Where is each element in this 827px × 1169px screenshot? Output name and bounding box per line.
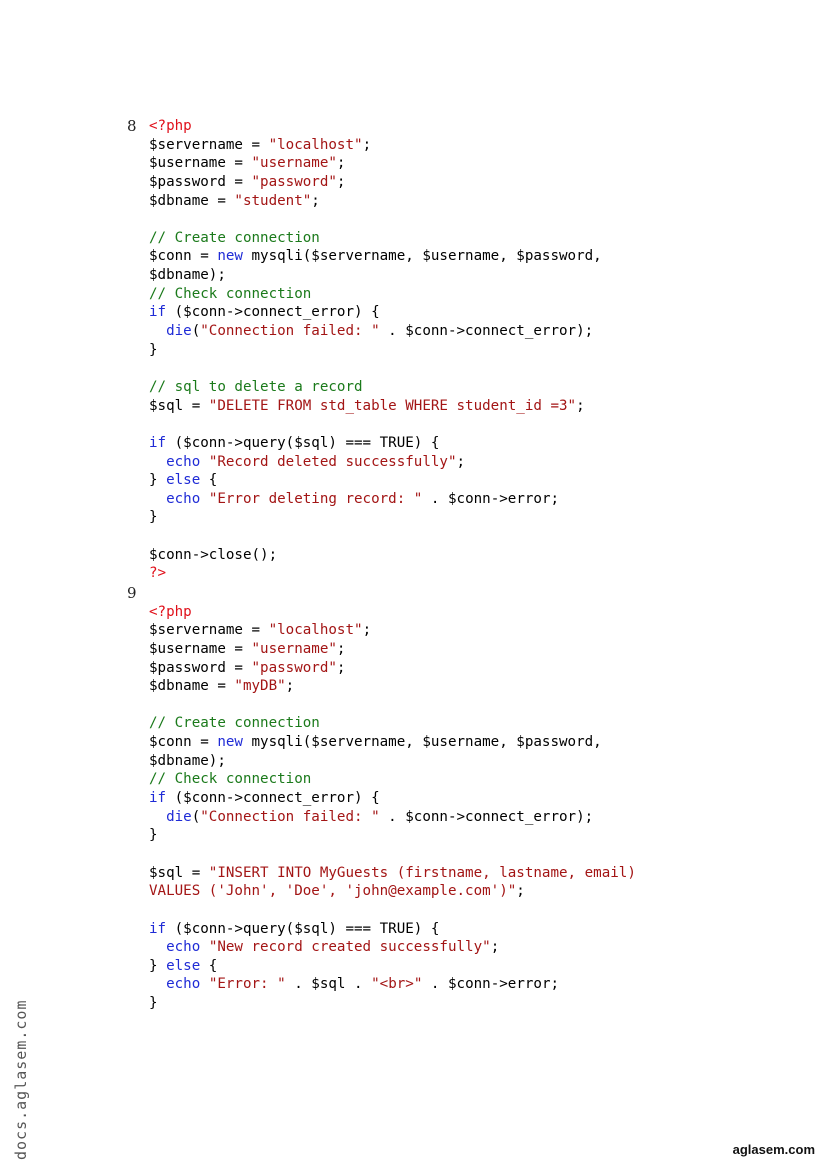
code-token: ; bbox=[516, 883, 525, 900]
code-token bbox=[149, 939, 166, 955]
code-token: else bbox=[166, 957, 201, 974]
code-token: . $conn->error; bbox=[422, 976, 560, 993]
code-line bbox=[149, 453, 602, 472]
code-line bbox=[149, 136, 602, 155]
code-token: ; bbox=[456, 453, 466, 470]
code-token bbox=[200, 976, 209, 992]
code-token: $password = bbox=[149, 173, 252, 190]
code-token: } bbox=[149, 341, 158, 358]
code-token bbox=[149, 491, 166, 507]
code-token: "localhost" bbox=[268, 622, 363, 639]
code-token: ; bbox=[336, 173, 346, 190]
code-token: "DELETE FROM std_table WHERE student_id =3" bbox=[208, 397, 577, 414]
code-token: ($conn->query($sql) === TRUE) { bbox=[166, 920, 440, 937]
code-line bbox=[149, 752, 636, 771]
code-token: } bbox=[149, 472, 167, 489]
code-token: echo bbox=[166, 453, 201, 470]
code-line bbox=[149, 471, 602, 490]
code-token: // Create connection bbox=[149, 229, 320, 246]
code-token: "username" bbox=[251, 640, 337, 657]
code-token: echo bbox=[166, 939, 201, 956]
code-token: "INSERT INTO MyGuests (firstname, lastname, email) bbox=[208, 864, 636, 881]
code-token: "Record deleted successfully" bbox=[208, 453, 457, 470]
code-line bbox=[149, 117, 602, 136]
code-token: new bbox=[217, 734, 243, 751]
code-token: ( bbox=[191, 808, 201, 825]
code-token: $username = bbox=[149, 155, 252, 172]
code-line bbox=[149, 229, 602, 248]
code-line bbox=[149, 322, 602, 341]
code-token: ; bbox=[576, 397, 585, 414]
code-token: $dbname = bbox=[149, 678, 235, 695]
code-token: ; bbox=[285, 678, 295, 695]
code-token: echo bbox=[166, 490, 201, 507]
code-line bbox=[149, 957, 636, 976]
code-token: if bbox=[149, 304, 167, 321]
code-line bbox=[149, 826, 636, 845]
code-line bbox=[149, 920, 636, 939]
code-line bbox=[149, 527, 602, 546]
code-line bbox=[149, 584, 636, 603]
code-line bbox=[149, 864, 636, 883]
code-token: mysqli($servername, $username, $password, bbox=[242, 248, 602, 265]
code-token: "<br>" bbox=[371, 976, 423, 993]
code-token bbox=[149, 809, 166, 825]
code-token bbox=[200, 939, 209, 955]
code-token: "password" bbox=[251, 173, 337, 190]
code-token: "New record created successfully" bbox=[208, 939, 491, 956]
code-line bbox=[149, 415, 602, 434]
code-line bbox=[149, 303, 602, 322]
code-token: mysqli($servername, $username, $password, bbox=[242, 734, 602, 751]
watermark-docs: docs.aglasem.com bbox=[12, 999, 30, 1160]
code-line bbox=[149, 994, 636, 1013]
code-token: ; bbox=[336, 659, 346, 676]
code-token: ; bbox=[311, 192, 320, 209]
code-token: } bbox=[149, 827, 158, 844]
code-token: ($conn->connect_error) { bbox=[166, 304, 380, 321]
code-token: <?php bbox=[149, 603, 192, 620]
code-line bbox=[149, 397, 602, 416]
code-token bbox=[149, 454, 166, 470]
code-line bbox=[149, 770, 636, 789]
code-line bbox=[149, 808, 636, 827]
code-line bbox=[149, 173, 602, 192]
code-token: "username" bbox=[251, 155, 337, 172]
code-line bbox=[149, 490, 602, 509]
code-line bbox=[149, 659, 636, 678]
code-line bbox=[149, 434, 602, 453]
code-token: $dbname = bbox=[149, 192, 235, 209]
code-token: ?> bbox=[149, 565, 167, 582]
code-token: ($conn->connect_error) { bbox=[166, 790, 380, 807]
code-token: die bbox=[166, 323, 192, 340]
code-line bbox=[149, 564, 602, 583]
code-line bbox=[149, 154, 602, 173]
code-line bbox=[149, 733, 636, 752]
code-token: $conn->close(); bbox=[149, 546, 278, 563]
code-token: ; bbox=[336, 640, 346, 657]
code-listing bbox=[149, 584, 636, 1013]
code-token: } bbox=[149, 957, 167, 974]
code-token: echo bbox=[166, 976, 201, 993]
code-line bbox=[149, 285, 602, 304]
code-token bbox=[149, 976, 166, 992]
code-token: . $sql . bbox=[285, 976, 372, 993]
code-token: $sql = bbox=[149, 864, 209, 881]
code-token: ; bbox=[362, 136, 372, 153]
code-listing bbox=[149, 117, 602, 583]
code-line bbox=[149, 266, 602, 285]
code-token bbox=[200, 454, 209, 470]
code-line bbox=[149, 546, 602, 565]
code-token: $conn = bbox=[149, 734, 218, 751]
code-token bbox=[149, 323, 166, 339]
question-number: 9 bbox=[127, 584, 137, 602]
code-token: $sql = bbox=[149, 397, 209, 414]
code-token: if bbox=[149, 434, 167, 451]
code-line bbox=[149, 621, 636, 640]
code-line bbox=[149, 975, 636, 994]
code-line bbox=[149, 938, 636, 957]
code-line bbox=[149, 677, 636, 696]
code-token: else bbox=[166, 472, 201, 489]
code-token: // Check connection bbox=[149, 285, 312, 302]
code-token: // Create connection bbox=[149, 715, 320, 732]
code-token: $dbname); bbox=[149, 267, 226, 284]
code-token: new bbox=[217, 248, 243, 265]
code-token: if bbox=[149, 790, 167, 807]
code-line bbox=[149, 714, 636, 733]
code-token: "Error: " bbox=[208, 976, 286, 993]
watermark-site: aglasem.com bbox=[732, 1142, 815, 1157]
code-line bbox=[149, 508, 602, 527]
code-token: "Connection failed: " bbox=[200, 323, 380, 340]
code-line bbox=[149, 359, 602, 378]
code-line bbox=[149, 378, 602, 397]
code-token: if bbox=[149, 920, 167, 937]
code-line bbox=[149, 247, 602, 266]
code-line bbox=[149, 192, 602, 211]
code-token: . $conn->connect_error); bbox=[379, 808, 594, 825]
code-token: $servername = bbox=[149, 136, 269, 153]
code-line bbox=[149, 789, 636, 808]
code-token: ; bbox=[336, 155, 346, 172]
code-token: // sql to delete a record bbox=[149, 378, 363, 395]
code-token: $dbname); bbox=[149, 752, 226, 769]
code-line bbox=[149, 882, 636, 901]
code-line bbox=[149, 696, 636, 715]
code-token: "Error deleting record: " bbox=[208, 490, 423, 507]
code-line bbox=[149, 845, 636, 864]
code-token: die bbox=[166, 808, 192, 825]
code-line bbox=[149, 901, 636, 920]
code-token: ($conn->query($sql) === TRUE) { bbox=[166, 434, 440, 451]
code-line bbox=[149, 210, 602, 229]
code-token bbox=[200, 491, 209, 507]
code-token: ; bbox=[490, 939, 500, 956]
code-token: { bbox=[200, 472, 218, 489]
code-token: "Connection failed: " bbox=[200, 808, 380, 825]
code-token: $servername = bbox=[149, 622, 269, 639]
code-token: "myDB" bbox=[234, 678, 286, 695]
code-token: $conn = bbox=[149, 248, 218, 265]
code-token: "password" bbox=[251, 659, 337, 676]
code-token: "student" bbox=[234, 192, 312, 209]
question-number: 8 bbox=[127, 117, 137, 135]
code-token: } bbox=[149, 995, 158, 1012]
code-token: "localhost" bbox=[268, 136, 363, 153]
code-token: <?php bbox=[149, 118, 192, 134]
code-token: VALUES ('John', 'Doe', 'john@example.com')" bbox=[149, 883, 517, 900]
code-line bbox=[149, 640, 636, 659]
code-token: $password = bbox=[149, 659, 252, 676]
code-token: ( bbox=[191, 323, 201, 340]
code-token: { bbox=[200, 957, 218, 974]
code-token: // Check connection bbox=[149, 771, 312, 788]
code-token: . $conn->error; bbox=[422, 490, 560, 507]
code-token: . $conn->connect_error); bbox=[379, 323, 594, 340]
code-token: $username = bbox=[149, 640, 252, 657]
code-line bbox=[149, 341, 602, 360]
code-token: ; bbox=[362, 622, 372, 639]
code-token: } bbox=[149, 509, 158, 526]
code-line bbox=[149, 603, 636, 622]
